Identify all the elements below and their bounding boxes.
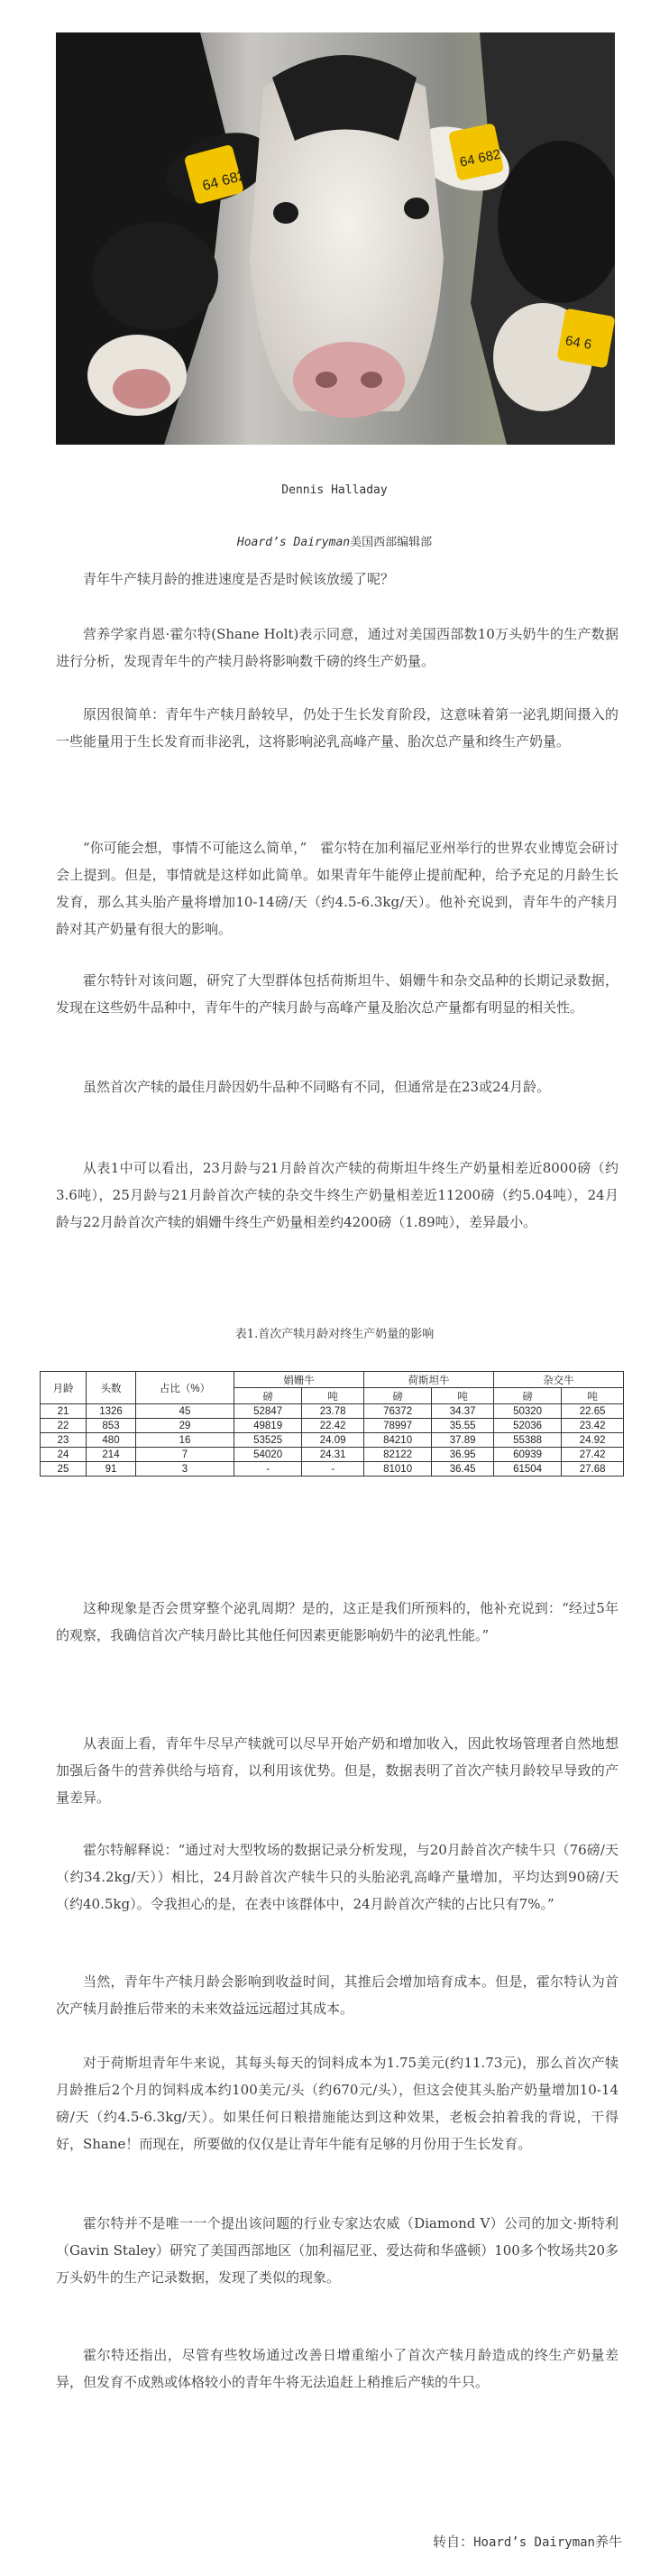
table-cell: -: [234, 1462, 302, 1477]
header-ton: 吨: [302, 1388, 364, 1404]
table-cell: 7: [136, 1448, 234, 1462]
table-cell: 34.37: [432, 1404, 494, 1419]
table-cell: 84210: [363, 1433, 431, 1448]
table-cell: 50320: [493, 1404, 561, 1419]
svg-text:64 682: 64 682: [200, 168, 248, 195]
paragraph-5: 霍尔特针对该问题，研究了大型群体包括荷斯坦牛、娟姗牛和杂交品种的长期记录数据，发现在这些奶牛品种中，青年牛的产犊月龄与高峰产量及胎次总产量都有明显的相关性。: [56, 972, 619, 1016]
table-cell: 23.78: [302, 1404, 364, 1419]
table-row: [41, 1462, 624, 1477]
header-lb: 磅: [363, 1388, 431, 1404]
table-cell: 25: [41, 1462, 87, 1477]
paragraph-6: 虽然首次产犊的最佳月龄因奶牛品种不同略有不同，但通常是在23或24月龄。: [83, 1079, 551, 1095]
header-jersey: 娟姗牛: [234, 1372, 364, 1388]
paragraph-10: 霍尔特解释说：“通过对大型牧场的数据记录分析发现，与20月龄首次产犊牛只（76磅/天（约34.2kg/天））相比，24月龄首次产犊牛只的头胎泌乳高峰产量增加，平均达到90磅/天（约40.5kg）。令我担心的是，在表中该群体中，24月龄首次产犊的占比只有7%。”: [56, 1842, 619, 1912]
header-share: 占比（%）: [136, 1372, 234, 1404]
cow-photo: [56, 32, 615, 445]
source-prefix: 转自：: [433, 2534, 474, 2550]
paragraph-4: “你可能会想，事情不可能这么简单，” 霍尔特在加利福尼亚州举行的世界农业博览会研讨会上提到。但是，事情就是这样如此简单。如果青年牛能停止提前配种，给予充足的月龄生长发育，那么其头胎产量将增加10-14磅/天（约4.5-6.3kg/天）。他补充说到，青年牛的产犊月龄对其产奶量有很大的影响。: [56, 840, 619, 937]
table-cell: 853: [87, 1419, 136, 1433]
paragraph-8: 这种现象是否会贯穿整个泌乳周期？是的，这正是我们所预料的，他补充说到：“经过5年的观察，我确信首次产犊月龄比其他任何因素更能影响奶牛的泌乳性能。”: [56, 1600, 619, 1643]
svg-text:64 682: 64 682: [458, 146, 502, 170]
paragraph-1: 青年牛产犊月龄的推进速度是否是时候该放缓了呢？: [83, 571, 395, 587]
table-cell: 3: [136, 1462, 234, 1477]
table-cell: 91: [87, 1462, 136, 1477]
table-cell: 16: [136, 1433, 234, 1448]
table-cell: 24.92: [562, 1433, 624, 1448]
table-cell: 24.31: [302, 1448, 364, 1462]
header-lb: 磅: [234, 1388, 302, 1404]
table-cell: 49819: [234, 1419, 302, 1433]
table-cell: 82122: [363, 1448, 431, 1462]
table-cell: 55388: [493, 1433, 561, 1448]
table-row: [41, 1419, 624, 1433]
table-caption: 表1.首次产犊月龄对终生产奶量的影响: [234, 1328, 435, 1341]
table-cell: 214: [87, 1448, 136, 1462]
paragraph-2: 营养学家肖恩·霍尔特(Shane Holt)表示同意，通过对美国西部数10万头奶牛的生产数据进行分析，发现青年牛的产犊月龄将影响数千磅的终生产奶量。: [56, 626, 619, 669]
header-ton: 吨: [562, 1388, 624, 1404]
magazine-name: Hoard’s Dairyman: [236, 536, 351, 549]
table-cell: 78997: [363, 1419, 431, 1433]
header-ton: 吨: [432, 1388, 494, 1404]
paragraph-12: 对于荷斯坦青年牛来说，其每头每天的饲料成本为1.75美元(约11.73元)，那么首次产犊月龄推后2个月的饲料成本约100美元/头（约670元/头），但这会使其头胎产奶量增加10-14磅/天（约4.5-6.3kg/天）。如果任何日粮措施能达到这种效果，老板会拍着我的背说，干得好，Shane！而现在，所要做的仅仅是让青年牛能有足够的月份用于生长发育。: [56, 2055, 619, 2152]
table-cell: 22.42: [302, 1419, 364, 1433]
table-cell: 24: [41, 1448, 87, 1462]
paragraph-11: 当然，青年牛产犊月龄会影响到收益时间，其推后会增加培育成本。但是，霍尔特认为首次产犊月龄推后带来的未来效益远远超过其成本。: [56, 1973, 619, 2017]
svg-text:64 6: 64 6: [564, 333, 593, 354]
table-cell: 37.89: [432, 1433, 494, 1448]
table-cell: 36.45: [432, 1462, 494, 1477]
table-cell: 480: [87, 1433, 136, 1448]
table-cell: 54020: [234, 1448, 302, 1462]
paragraph-9: 从表面上看，青年牛尽早产犊就可以尽早开始产奶和增加收入，因此牧场管理者自然地想加强后备牛的营养供给与培育，以利用该优势。但是，数据表明了首次产犊月龄较早导致的产量差异。: [56, 1735, 619, 1806]
table-row: [41, 1448, 624, 1462]
table-cell: 27.68: [562, 1462, 624, 1477]
table-cell: 21: [41, 1404, 87, 1419]
paragraph-7: 从表1中可以看出，23月龄与21月龄首次产犊的荷斯坦牛终生产奶量相差近8000磅（约3.6吨），25月龄与21月龄首次产犊的杂交牛终生产奶量相差近11200磅（约5.04吨），24月龄与22月龄首次产犊的娟姗牛终生产奶量相差约4200磅（1.89吨），差异最小。: [56, 1160, 619, 1230]
header-holstein: 荷斯坦牛: [363, 1372, 493, 1388]
table-cell: 1326: [87, 1404, 136, 1419]
table-cell: 22: [41, 1419, 87, 1433]
header-lb: 磅: [493, 1388, 561, 1404]
table-cell: 76372: [363, 1404, 431, 1419]
cow-illustration: [56, 32, 615, 445]
paragraph-14: 霍尔特还指出，尽管有些牧场通过改善日增重缩小了首次产犊月龄造成的终生产奶量差异，但发育不成熟或体格较小的青年牛将无法追赶上稍推后产犊的牛只。: [56, 2347, 619, 2390]
author-affiliation: [0, 532, 669, 549]
table-cell: 22.65: [562, 1404, 624, 1419]
header-count: 头数: [87, 1372, 136, 1404]
table-cell: 27.42: [562, 1448, 624, 1462]
data-table: [40, 1371, 624, 1477]
photo-credit-author: Dennis Halladay: [281, 483, 388, 497]
affiliation-rest: 美国西部编辑部: [350, 536, 433, 549]
table-cell: 23.42: [562, 1419, 624, 1433]
table-cell: 52847: [234, 1404, 302, 1419]
source-line: [433, 2532, 622, 2551]
table-header-row-1: [41, 1372, 624, 1388]
table-row: [41, 1404, 624, 1419]
table-cell: 45: [136, 1404, 234, 1419]
table-cell: 60939: [493, 1448, 561, 1462]
table-cell: 29: [136, 1419, 234, 1433]
table-row: [41, 1433, 624, 1448]
table-cell: 35.55: [432, 1419, 494, 1433]
paragraph-3: 原因很简单：青年牛产犊月龄较早，仍处于生长发育阶段，这意味着第一泌乳期间摄入的一些能量用于生长发育而非泌乳，这将影响泌乳高峰产量、胎次总产量和终生产奶量。: [56, 706, 619, 750]
table-cell: 24.09: [302, 1433, 364, 1448]
table-cell: 61504: [493, 1462, 561, 1477]
table-cell: 36.95: [432, 1448, 494, 1462]
paragraph-13: 霍尔特并不是唯一一个提出该问题的行业专家达农威（Diamond V）公司的加文·斯特利（Gavin Staley）研究了美国西部地区（加利福尼亚、爱达荷和华盛顿）100多个牧场共20多万头奶牛的生产记录数据，发现了类似的现象。: [56, 2215, 619, 2286]
table-cell: -: [302, 1462, 364, 1477]
table-cell: 53525: [234, 1433, 302, 1448]
ear-tag-right: [556, 308, 615, 369]
source-magazine: Hoard’s Dairyman: [473, 2535, 595, 2550]
header-crossbred: 杂交牛: [493, 1372, 623, 1388]
table-cell: 81010: [363, 1462, 431, 1477]
source-suffix: 养牛: [594, 2534, 622, 2550]
header-age: 月龄: [41, 1372, 87, 1404]
table-cell: 52036: [493, 1419, 561, 1433]
table-cell: 23: [41, 1433, 87, 1448]
